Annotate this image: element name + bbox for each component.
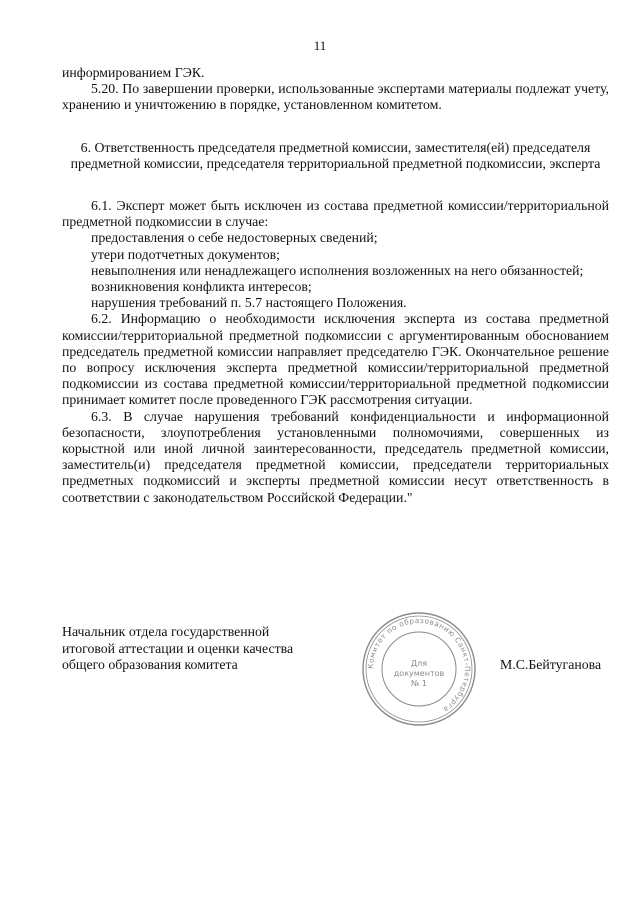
- stamp-center-line3: № 1: [411, 679, 427, 688]
- official-stamp: [360, 610, 478, 728]
- stamp-center-line2: документов: [393, 669, 445, 678]
- list-item: возникновения конфликта интересов;: [91, 279, 312, 295]
- list-item: нарушения требований п. 5.7 настоящего Положения.: [91, 295, 407, 311]
- paragraph-6-3: 6.3. В случае нарушения требований конфиденциальности и информационной безопасности, злоупотребления установленными полномочиями, совершенных из корыстной или иной личной заинтересованности, председатель предметной комиссии, заместитель(и) председателя предметной комиссии, председатели территориальных предметных подкомиссий и эксперты предметной комиссии несут ответственность в соответствии с законодательством Российской Федерации.": [62, 408, 609, 505]
- stamp-ring-text: Комитет по образованию Санкт-Петербурга: [365, 615, 473, 715]
- signature-block: [62, 624, 609, 674]
- paragraph-5-20: 5.20. По завершении проверки, использованные экспертами материалы подлежат учету, хранению и уничтожению в порядке, установленном комитетом.: [62, 81, 609, 113]
- list-item: предоставления о себе недостоверных сведений;: [91, 230, 378, 246]
- paragraph-6-2: 6.2. Информацию о необходимости исключения эксперта из состава предметной комиссии/территориальной предметной подкомиссии с аргументированным обоснованием председатель предметной комиссии направляет председателю ГЭК. Окончательное решение по вопросу исключения эксперта предметной комиссии/территориальной предметной подкомиссии из состава предметной комиссии/территориальной предметной подкомиссии принимает комитет после проведенного ГЭК рассмотрения ситуации.: [62, 311, 609, 408]
- list-item: утери подотчетных документов;: [91, 246, 280, 262]
- stamp-seal-icon: [360, 610, 478, 728]
- section-heading-6: 6. Ответственность председателя предметной комиссии, заместителя(ей) председателя предметной комиссии, председателя территориальной предметной подкомиссии, эксперта: [70, 139, 601, 171]
- stamp-center-line1: Для: [410, 659, 428, 668]
- document-body: [62, 65, 609, 506]
- paragraph-continuation: информированием ГЭК.: [62, 65, 205, 80]
- signatory-name: М.С.Бейтуганова: [500, 657, 602, 672]
- list-item: невыполнения или ненадлежащего исполнения возложенных на него обязанностей;: [91, 262, 584, 278]
- page-number: 11: [313, 38, 327, 53]
- paragraph-6-1: 6.1. Эксперт может быть исключен из состава предметной комиссии/территориальной предметной подкомиссии в случае:: [62, 198, 609, 230]
- signatory-title: Начальник отдела государственной итоговой аттестации и оценки качества общего образования комитета: [62, 624, 294, 673]
